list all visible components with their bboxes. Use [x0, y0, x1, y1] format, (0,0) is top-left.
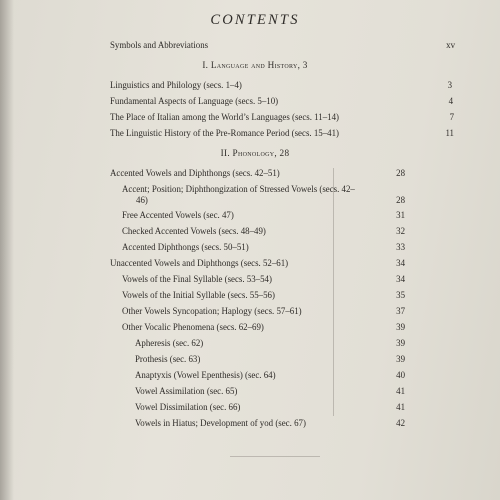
bottom-divider	[230, 456, 320, 457]
contents-block: CONTENTS Symbols and Abbreviations xv I. Language and History, 3 Linguistics and Philology (secs. 1–4) 3 Fundamental Aspects of Language (secs. 5–10) 4 The Place of Italian among the World’s Languages (secs. 11–14) 7 The Linguistic History of the Pre-Romance Period (secs. 15–41) 11 II. Phonology, 28 Accented Vowels and Diphthongs (secs. 42–51) 28 Accent; Position; Diphthongization of Stressed Vowels (secs. 42– 46) 28 Free Accented Vowels (sec. 47) 31 Checked Accented Vowels (secs. 48–49) 32 Accented Diphthongs (secs. 50–51) 33 Unaccented Vowels and Diphthongs (secs. 52–61) 34 Vowels of the Final Syllable (secs. 53–54) 34 Vowels of the Initial Syllable (secs. 55–56) 35 Other Vowels Syncopation; Haplogy (secs. 57–61) 37 Other Vocalic Phenomena (secs. 62–69) 39 Apheresis (sec. 62) 39 Prothesis (sec. 63) 39 Anaptyxis (Vowel Epenthesis) (sec. 64) 40 Vowel Assimilation (sec. 65) 41 Vowel Dissimilation (sec. 66) 41 Vowels in Hiatus; Development of yod (sec. 67) 42	[40, 0, 470, 500]
part-heading-1: I. Language and History, 3	[202, 60, 308, 70]
entry-page: xv	[446, 40, 455, 50]
entry-label: Symbols and Abbreviations	[110, 40, 209, 50]
page-gutter-shadow	[0, 0, 14, 500]
toc-entry: Accent; Position; Diphthongization of Stressed Vowels (secs. 42– 46) 28	[122, 184, 405, 205]
page-title: CONTENTS	[210, 12, 300, 28]
part-heading-2: II. Phonology, 28	[220, 148, 290, 158]
